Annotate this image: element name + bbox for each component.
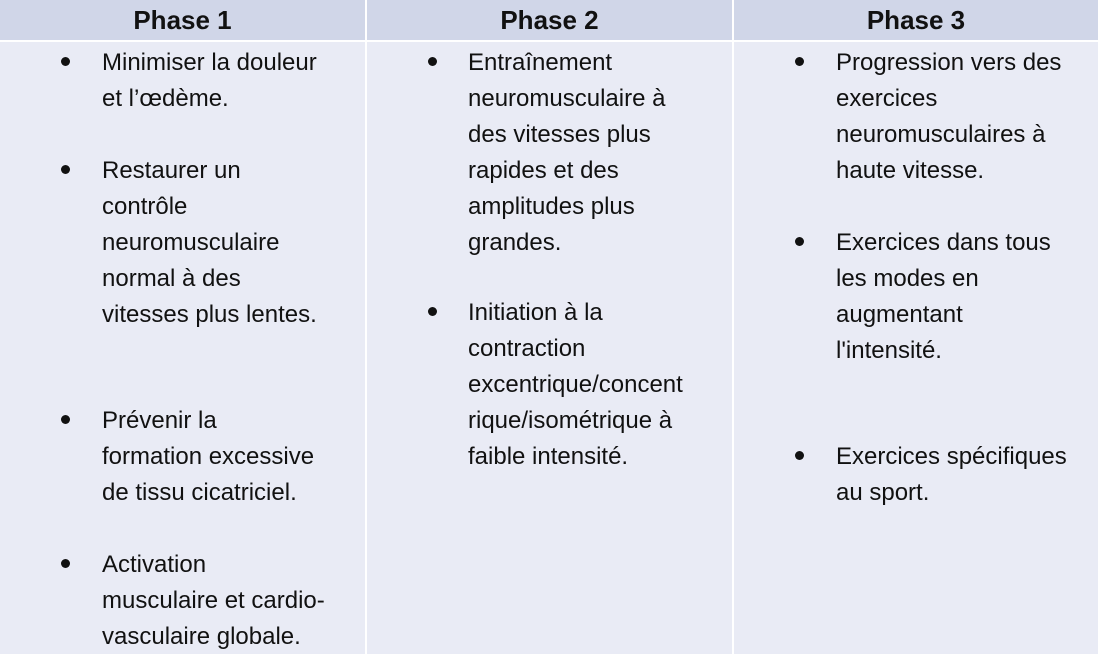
list-item-text: Activation musculaire et cardio- vasculaire globale. xyxy=(102,551,325,650)
bullet-icon xyxy=(795,451,804,460)
bullet-icon xyxy=(795,237,804,246)
column-header-phase-1: Phase 1 xyxy=(0,0,367,42)
column-phase-2 xyxy=(367,0,734,654)
column-body-phase-3 xyxy=(734,42,1098,654)
column-header-phase-3: Phase 3 xyxy=(734,0,1098,42)
column-phase-1 xyxy=(0,0,367,654)
bullet-icon xyxy=(61,559,70,568)
list-item-text: Prévenir la formation excessive de tissu cicatriciel. xyxy=(102,407,315,506)
bullet-icon xyxy=(61,165,70,174)
list-item-text: Exercices spécifiques au sport. xyxy=(836,443,1067,506)
list-item-text: Restaurer un contrôle neuromusculaire normal à des vitesses plus lentes. xyxy=(102,157,317,328)
list-item-text: Initiation à la contraction excentrique/concent rique/isométrique à faible intensité. xyxy=(468,299,683,470)
bullet-icon xyxy=(428,307,437,316)
bullet-icon xyxy=(428,57,437,66)
column-header-phase-2: Phase 2 xyxy=(367,0,734,42)
bullet-icon xyxy=(795,57,804,66)
column-phase-3 xyxy=(734,0,1098,654)
bullet-icon xyxy=(61,415,70,424)
column-body-phase-2 xyxy=(367,42,734,654)
list-item-text: Progression vers des exercices neuromusculaires à haute vitesse. xyxy=(836,49,1062,184)
list-item-text: Minimiser la douleur et l’œdème. xyxy=(102,49,317,112)
bullet-icon xyxy=(61,57,70,66)
list-item-text: Exercices dans tous les modes en augmentant l'intensité. xyxy=(836,229,1051,364)
list-item-text: Entraînement neuromusculaire à des vitesses plus rapides et des amplitudes plus grandes. xyxy=(468,49,666,256)
column-body-phase-1 xyxy=(0,42,367,654)
